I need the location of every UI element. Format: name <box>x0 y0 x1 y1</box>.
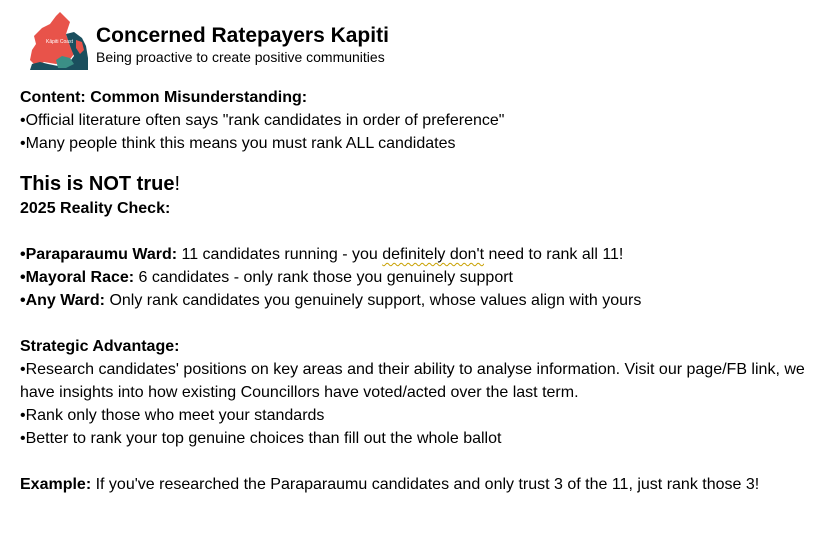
spacer <box>20 312 820 335</box>
spacer <box>20 220 820 243</box>
callout-exclamation: ! <box>174 173 181 195</box>
reality-heading: 2025 Reality Check: <box>20 200 171 217</box>
header-text <box>96 10 389 66</box>
reality-item-mayoral <box>20 266 820 289</box>
strategy-bullet-2: •Rank only those who meet your standards <box>20 407 325 424</box>
reality-item-label: •Paraparaumu Ward: <box>20 246 178 263</box>
header <box>26 10 389 72</box>
spelling-flagged-text: definitely don't <box>382 246 485 263</box>
reality-item-text: 6 candidates - only rank those you genuinely support <box>134 269 513 286</box>
reality-item-paraparaumu <box>20 243 820 266</box>
example-label: Example: <box>20 476 92 493</box>
kapiti-coast-logo <box>26 10 90 72</box>
reality-item-label: •Any Ward: <box>20 292 106 309</box>
example-paragraph <box>20 473 820 496</box>
strategy-bullet-1: •Research candidates' positions on key areas and their ability to analyse information. Visit our page/FB link, we have insights into how existing Councillors have voted/acted over the last term. <box>20 361 805 401</box>
document-body <box>20 86 820 496</box>
reality-item-label: •Mayoral Race: <box>20 269 135 286</box>
org-title: Concerned Ratepayers Kapiti <box>96 24 389 47</box>
misunderstanding-bullet-1: •Official literature often says "rank candidates in order of preference" <box>20 112 505 129</box>
strategy-heading: Strategic Advantage: <box>20 338 180 355</box>
misunderstanding-heading: Content: Common Misunderstanding: <box>20 89 308 106</box>
callout-heading <box>20 171 820 197</box>
reality-item-text: Only rank candidates you genuinely support, whose values align with yours <box>105 292 642 309</box>
logo-text: Kāpiti Coast <box>46 39 73 45</box>
callout-main: This is NOT true <box>20 173 175 195</box>
strategy-bullet-3: •Better to rank your top genuine choices than fill out the whole ballot <box>20 430 502 447</box>
spacer <box>20 450 820 473</box>
reality-item-text-end: need to rank all 11! <box>484 246 624 263</box>
reality-item-any-ward <box>20 289 820 312</box>
reality-item-text: 11 candidates running - you <box>177 246 383 263</box>
misunderstanding-bullet-2: •Many people think this means you must rank ALL candidates <box>20 135 456 152</box>
example-text: If you've researched the Paraparaumu candidates and only trust 3 of the 11, just rank those 3! <box>91 476 760 493</box>
org-tagline: Being proactive to create positive communities <box>96 49 385 65</box>
